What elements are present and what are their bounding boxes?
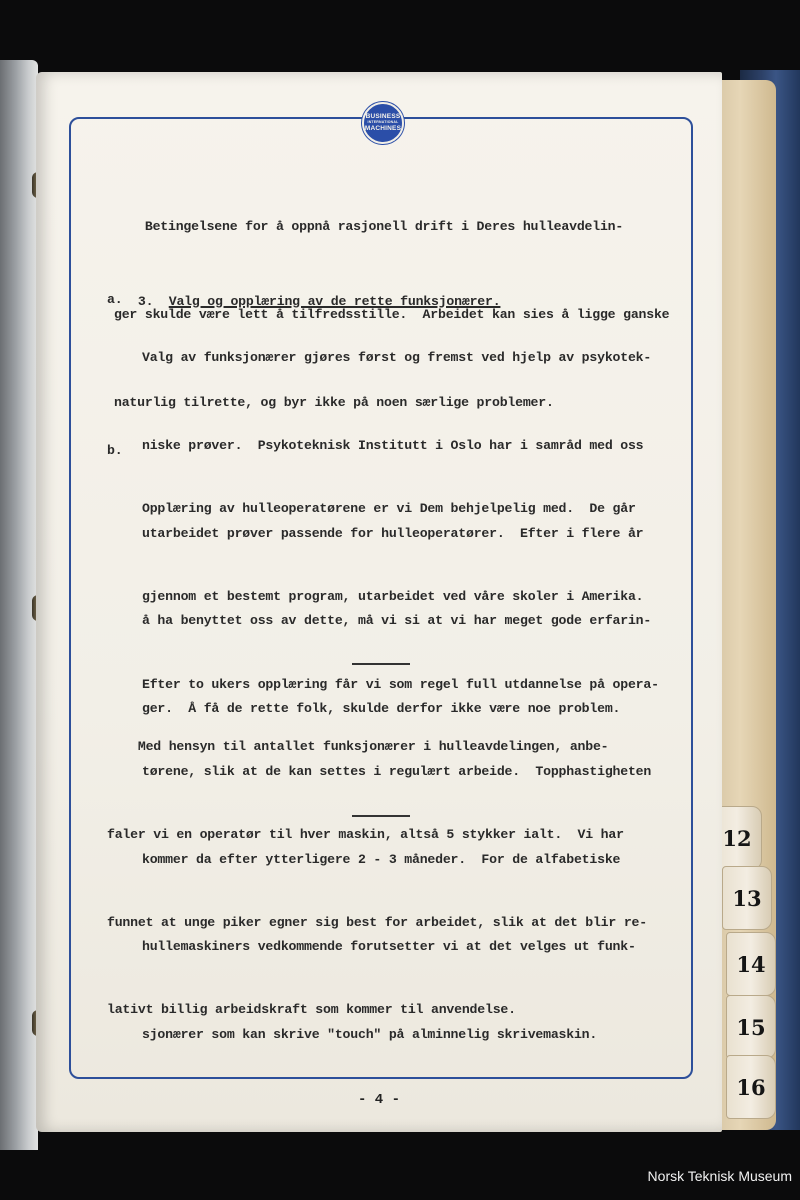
item-b-marker: b. <box>107 443 123 458</box>
ibm-logo: BUSINESS INTERNATIONAL MACHINES <box>362 102 404 144</box>
intro-paragraph: Betingelsene for å oppnå rasjonell drift i Deres hulleavdelin- ger skulde være lett å tilfredsstille. Arbeidet kan sies å ligge ganske naturlig tilrette, og byr ikke på noen særlige problemer. <box>114 219 670 410</box>
section-divider <box>352 663 410 665</box>
tab-16[interactable]: 16 <box>726 1055 776 1119</box>
end-divider <box>352 815 410 817</box>
page-number: - 4 - <box>357 1092 400 1108</box>
tab-13[interactable]: 13 <box>722 866 772 930</box>
item-a-text: Valg av funksjonærer gjøres først og fremst ved hjelp av psykotek- niske prøver. Psykoteknisk Institutt i Oslo har i samråd med oss utarbeidet prøver passende for hulleoperatører. Efter i flere år å ha benyttet oss av dette, må vi si at vi har meget gode erfarin- ger. Å få de rette folk, skulde derfor ikke være noe problem. <box>142 350 652 716</box>
closing-paragraph: Med hensyn til antallet funksjonærer i hulleavdelingen, anbe- faler vi en operatør til hver maskin, altså 5 stykker ialt. Vi har funnet at unge piker egner sig best for arbeidet, slik at det blir re- lativt billig arbeidskraft som kommer til anvendelse. <box>107 739 647 1018</box>
document-page <box>36 72 722 1132</box>
item-a-marker: a. <box>107 292 123 307</box>
section-heading: 3. Valg og opplæring av de rette funksjonærer. <box>137 294 501 310</box>
section-title: Valg og opplæring av de rette funksjonærer. <box>168 294 501 310</box>
museum-credit: Norsk Teknisk Museum <box>647 1168 792 1184</box>
tab-14[interactable]: 14 <box>726 932 776 996</box>
item-b-text: Opplæring av hulleoperatørene er vi Dem behjelpelig med. De går gjennom et bestemt program, utarbeidet ved våre skoler i Amerika. Efter to ukers opplæring får vi som regel full utdannelse på opera- tørene, slik at de kan settes i regulært arbeide. Topphastigheten kommer da efter ytterligere 2 - 3 måneder. For de alfabetiske hullemaskiners vedkommende forutsetter vi at det velges ut funk- sjonærer som kan skrive "touch" på alminnelig skrivemaskin. <box>142 501 659 1043</box>
tab-12[interactable]: 12 <box>712 806 762 870</box>
tab-15[interactable]: 15 <box>726 995 776 1059</box>
